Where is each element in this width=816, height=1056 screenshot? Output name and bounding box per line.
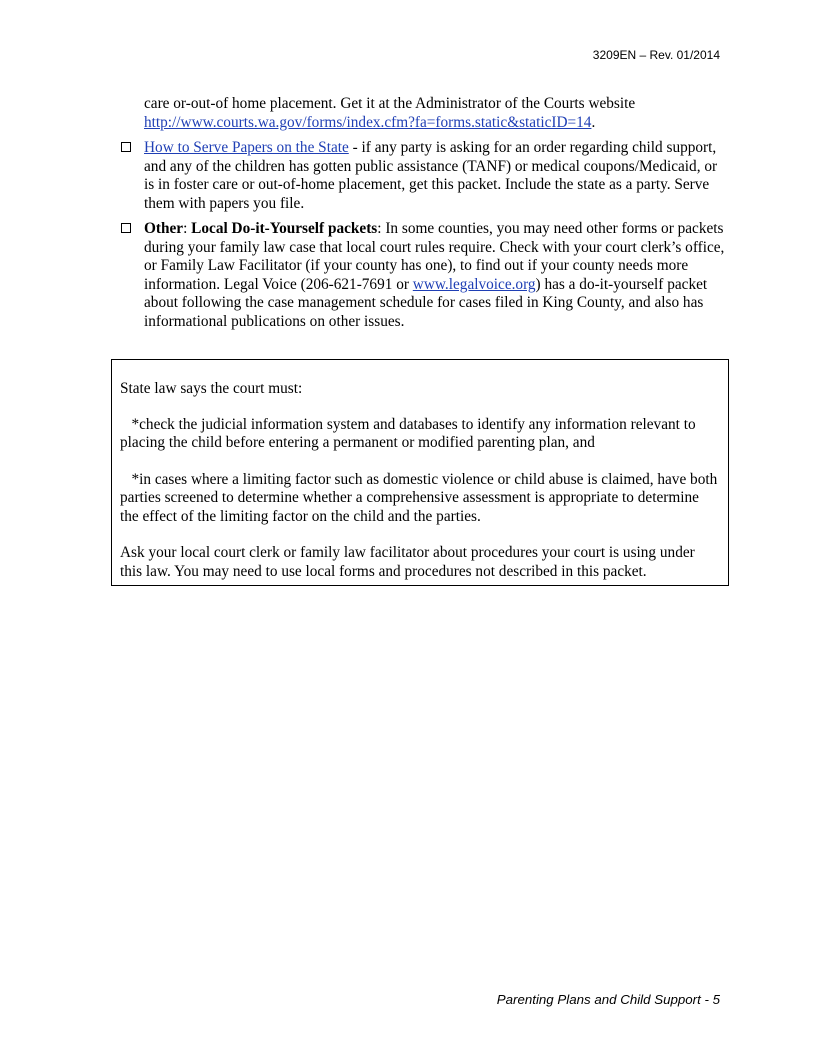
notice-point: *in cases where a limiting factor such as domestic violence or child abuse is claimed, have both parties screened to determine whether a comprehensive assessment is appropriate to determine the effect of the limiting factor on the child and the parties. (120, 470, 722, 525)
document-body (120, 95, 725, 331)
legal-voice-link[interactable]: www.legalvoice.org (412, 275, 536, 293)
form-revision-header: 3209EN – Rev. 01/2014 (592, 48, 720, 62)
continued-paragraph (120, 95, 725, 132)
courts-website-link[interactable]: http://www.courts.wa.gov/forms/index.cfm?fa=forms.static&staticID=14 (144, 113, 592, 131)
other-text-2: ) has a do-it-yourself packet about following the case management schedule for cases filed in King County, and also has informational publications on other issues. (144, 275, 708, 330)
list-item-other (120, 220, 725, 331)
other-paragraph (144, 220, 725, 331)
local-packets-label: Local Do-it-Yourself packets (191, 220, 378, 237)
serve-state-paragraph (144, 139, 725, 213)
notice-point: *check the judicial information system and databases to identify any information relevant to placing the child before entering a permanent or modified parenting plan, and (120, 415, 700, 451)
list-item-serve-state (120, 139, 725, 213)
other-separator: : (183, 220, 192, 237)
serve-papers-link[interactable]: How to Serve Papers on the State (144, 139, 349, 156)
serve-state-text: - if any party is asking for an order regarding child support, and any of the children has gotten public assistance (TANF) or medical coupons/Medicaid, or is in foster care or out-of-home placement, get this packet. Include the state as a party. Serve them with papers you file. (144, 139, 718, 212)
continued-text: care or-out-of home placement. Get it at the Administrator of the Courts website (144, 95, 636, 112)
notice-closing: Ask your local court clerk or family law facilitator about procedures your court is using under this law. You may need to use local forms and procedures not described in this packet. (120, 544, 695, 580)
state-law-notice-box (111, 359, 729, 586)
other-label: Other (144, 220, 184, 237)
checkbox-icon (121, 223, 131, 233)
continued-period: . (591, 113, 596, 131)
notice-intro: State law says the court must: (120, 380, 303, 397)
other-text-1: : In some counties, you may need other forms or packets during your family law case that local court rules require. Check with your court clerk’s office, or Family Law Facilitator (if your county has one), to find out if your county needs more information. Legal Voice (206-621-7691 or (144, 220, 725, 293)
checkbox-icon (121, 142, 131, 152)
page-footer: Parenting Plans and Child Support - 5 (496, 992, 720, 1007)
